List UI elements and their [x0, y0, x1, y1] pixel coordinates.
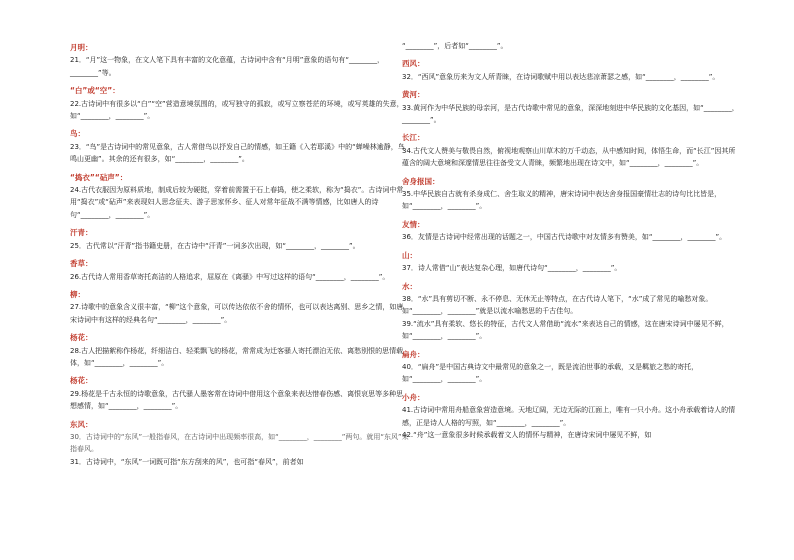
left-column: [70, 40, 410, 468]
section-heading: 山：: [402, 250, 417, 260]
question-item: 23．“鸟”是古诗词中的常见意象，古人常借鸟以抒发自己的情感，如王籍《入若耶溪》中的“蝉噪林逾静，鸟鸣山更幽”。其余的还有很多，如“________，________”。: [70, 142, 405, 164]
question-item: 39.“流水”具有柔软、悠长的特征，古代文人常借助“流水”来表达自己的情感，这在唐宋诗词中屡见不鲜，如“________，________”。: [402, 319, 729, 341]
question-item: 33.黄河作为中华民族的母亲河，是古代诗歌中常见的意象，深深地刻进中华民族的文化基因，如“________，________”。: [402, 103, 739, 125]
section-heading: 水：: [402, 281, 417, 291]
question-item: 28.古人把描絮称作杨花，纤细洁白、轻柔飘飞的杨花，常常成为迁客骚人寄托漂泊无依、离愁别恨的思情载体，如“________，________”。: [70, 346, 404, 367]
section-heading: 杨花：: [70, 376, 93, 386]
question-item: 32．“西风”意象历来为文人所青睐，在诗词歌赋中用以表达悲凉萧瑟之感，如“________，________”。: [402, 72, 720, 81]
section-heading: 柳：: [70, 289, 85, 299]
question-item: 35.中华民族自古就有杀身成仁、舍生取义的精神，唐宋诗词中表达舍身报国豪情壮志的诗句比比皆是，如“________，________”。: [402, 190, 722, 211]
question-item: 36．友情是古诗词中经常出现的话题之一，中国古代诗歌中对友情多有赞美，如“________，________”。: [402, 233, 727, 242]
section-heading: 长江：: [402, 133, 425, 143]
section-heading: “捣衣”“砧声”：: [70, 172, 128, 182]
section-heading: “白”或“空”：: [70, 86, 120, 96]
section-heading: 小舟：: [402, 392, 425, 402]
question-item: 40．“扁舟”是中国古典诗文中最常见的意象之一，既是流泊世事的承载，又是羁旅之愁的寄托，如“________，________”。: [402, 362, 699, 384]
section-heading: 月明：: [70, 43, 93, 52]
question-item: 27.诗歌中的意象含义很丰富，“柳”这个意象，可以传达依依不舍的情怀，也可以表达离别、思乡之情，如唐宋诗词中有这样的经典名句“________，________”。: [70, 303, 404, 324]
question-item: 41.古诗词中常用舟船意象营造意境。天地辽阔，无边无际的江面上，唯有一只小舟。这小舟承载着诗人的情感，正是诗人人格的写照，如“________，________”。: [402, 406, 736, 427]
question-item: 30．古诗词中的“东风”一般指春风，在古诗词中出现频率很高，如“________，________”两句。就用“东风”来指春风。: [70, 432, 409, 454]
section-heading: 舍身报国：: [402, 176, 440, 186]
question-item: 38．“水”具有剪切不断、永不停息、无休无止等特点，在古代诗人笔下，“水”成了常见的喻愁对象。如“________，________”就是以流水喻愁思的千古佳句。: [402, 294, 713, 316]
section-heading: 东风：: [70, 419, 93, 429]
section-heading: 杨花：: [70, 333, 93, 343]
question-item: 31．古诗词中，“东风”一词既可指“东方刮来的风”，也可指“春风”，前者如: [70, 457, 304, 466]
section-heading: 汗青：: [70, 228, 93, 238]
section-heading: 黄河：: [402, 90, 425, 100]
section-heading: 西风：: [402, 59, 425, 69]
question-item: 21．“月”这一物象，在文人笔下具有丰富的文化意蕴，古诗词中含有“月明”意象的语句有“________，________”等。: [70, 56, 385, 77]
section-heading: 香草：: [70, 259, 93, 269]
question-item: 24.古代衣服因为原料质地，制成后较为硬挺，穿着前需置于石上春捣，使之柔软，称为“捣衣”。古诗词中常用“捣衣”或“砧声”来表现妇人思念征夫、游子思家怀乡、征人对常年征战不满等情感，比如唐人的诗句“________，________”。: [70, 186, 404, 219]
question-item: 34.古代文人赞美与敬畏自然，俯视地观察山川草木的万千动态，从中感知时间，体悟生命，而“长江”因其所蕴含的阔大意境和深邃情思往往备受文人青睐，频繁地出现在诗文中，如“________，________”。: [402, 146, 736, 168]
question-item: 42.“舟”这一意象很多时候承载着文人的情怀与精神，在唐诗宋词中屡见不鲜，如: [402, 430, 652, 439]
question-item: 22.古诗词中有很多以“白”“空”营造意境氛围的，或写独守的孤寂，或写立察苍茫的环境，或写英雄的失意，如“________，________”。: [70, 99, 404, 121]
right-column: [402, 40, 742, 441]
question-item: 25．古代常以“汗青”指书籍史册，在古诗中“汗青”一词多次出现，如“________，________”。: [70, 241, 360, 250]
question-item: “________”，后者如“________”。: [402, 42, 508, 50]
section-heading: 扁舟：: [402, 349, 425, 359]
question-item: 26.古代诗人常用香草寄托高洁的人格追求，屈原在《离骚》中写过这样的语句“________，________”。: [70, 272, 390, 281]
question-item: 29.杨花是千古永恒的诗歌意象，古代骚人墨客常在诗词中借用这个意象来表达惜春伤感、离恨哀思等多种思想感情，如“________，________”。: [70, 389, 404, 411]
section-heading: 鸟：: [70, 129, 85, 139]
question-item: 37．诗人常借“山”表达复杂心理，如唐代诗句“________，________”。: [402, 264, 622, 273]
section-heading: 友情：: [402, 219, 425, 229]
